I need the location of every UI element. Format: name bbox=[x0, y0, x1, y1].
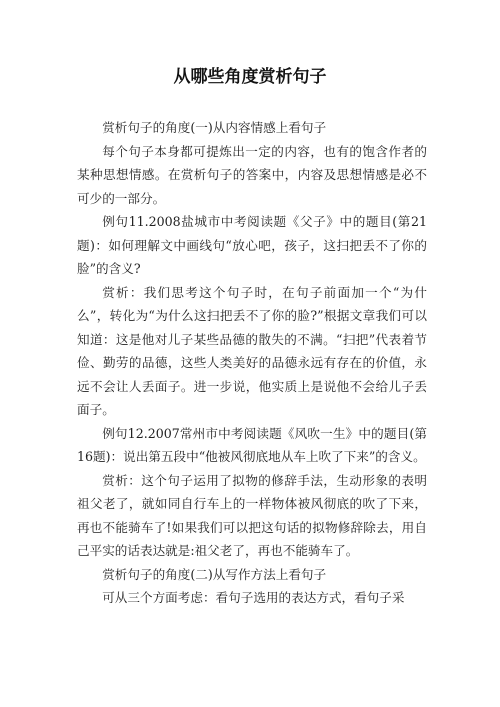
paragraph-analysis-12: 赏析：这个句子运用了拟物的修辞手法，生动形象的表明祖父老了，就如同自行车上的一样物体被风彻底的吹了下来，再也不能骑车了!如果我们可以把这句话的拟物修辞除去，用自己平实的话表达就是:祖父老了，再也不能骑车了。 bbox=[77, 472, 427, 558]
paragraph-example-11: 例句11.2008盐城市中考阅读题《父子》中的题目(第21题)：如何理解文中画线句“放心吧，孩子，这扫把丢不了你的脸”的含义? bbox=[77, 214, 427, 276]
paragraph-method-intro: 可从三个方面考虑：看句子选用的表达方式，看句子采 bbox=[102, 590, 405, 605]
paragraph-analysis-11: 赏析：我们思考这个句子时，在句子前面加一个“为什么”，转化为“为什么这扫把丢不了你的脸?”根据文章我们可以知道：这是他对儿子某些品德的散失的不满。“扫把”代表着节俭、勤劳的品德，这些人类美好的品德永远有存在的价值，永远不会让人丢面子。进一步说，他实质上是说他不会给儿子丢面子。 bbox=[77, 284, 427, 417]
paragraph-heading-content-angle: 赏析句子的角度(一)从内容情感上看句子 bbox=[102, 120, 327, 135]
paragraph-example-12: 例句12.2007常州市中考阅读题《风吹一生》中的题目(第16题)：说出第五段中“他被风彻底地从车上吹了下来”的含义。 bbox=[77, 425, 427, 464]
paragraph-heading-method-angle: 赏析句子的角度(二)从写作方法上看句子 bbox=[102, 566, 327, 582]
document-title: 从哪些角度赏析句子 bbox=[173, 67, 327, 87]
document-body bbox=[77, 116, 427, 610]
paragraph-content-intro: 每个句子本身都可提炼出一定的内容，也有的饱含作者的某种思想情感。在赏析句子的答案中，内容及思想情感是必不可少的一部分。 bbox=[77, 143, 427, 206]
